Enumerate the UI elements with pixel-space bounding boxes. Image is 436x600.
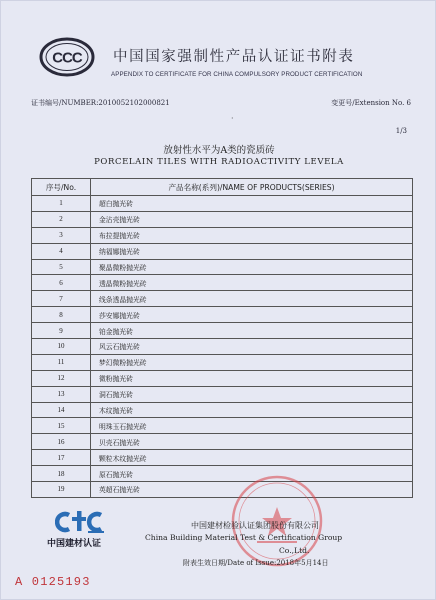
- table-body: [32, 196, 413, 498]
- table-header-row: [32, 179, 413, 196]
- table-row: [32, 291, 413, 307]
- row-number: 13: [32, 386, 91, 402]
- product-name: 风云石抛光砖: [91, 339, 413, 355]
- row-number: 2: [32, 211, 91, 227]
- product-name: 微粉抛光砖: [91, 370, 413, 386]
- table-row: [32, 370, 413, 386]
- issuer-name-cn: 中国建材检验认证集团股份有限公司: [191, 521, 319, 530]
- product-name: 洞石抛光砖: [91, 386, 413, 402]
- table-row: [32, 402, 413, 418]
- table-row: [32, 259, 413, 275]
- row-number: 7: [32, 291, 91, 307]
- row-number: 9: [32, 323, 91, 339]
- table-row: [32, 434, 413, 450]
- product-name: 透晶微粉抛光砖: [91, 275, 413, 291]
- product-name: 原石抛光砖: [91, 466, 413, 482]
- ctc-brand-label: 中国建材认证: [47, 539, 102, 549]
- issuer-name-en: China Building Material Test & Certification Group: [145, 533, 343, 542]
- products-table: [31, 178, 413, 498]
- row-number: 14: [32, 402, 91, 418]
- row-number: 12: [32, 370, 91, 386]
- table-row: [32, 196, 413, 212]
- ctc-logo-icon: [55, 509, 117, 535]
- product-name: 铂金抛光砖: [91, 323, 413, 339]
- table-row: [32, 243, 413, 259]
- table-row: [32, 418, 413, 434]
- center-mark: ·: [231, 114, 234, 123]
- row-number: 18: [32, 466, 91, 482]
- table-row: [32, 227, 413, 243]
- table-row: [32, 275, 413, 291]
- row-number: 1: [32, 196, 91, 212]
- product-name: 贝壳石抛光砖: [91, 434, 413, 450]
- svg-text:CCC: CCC: [52, 49, 82, 67]
- issuer-name-en-suffix: Co.,Ltd.: [279, 546, 310, 555]
- row-number: 11: [32, 354, 91, 370]
- row-number: 15: [32, 418, 91, 434]
- page-title-english: APPENDIX TO CERTIFICATE FOR CHINA COMPULSORY PRODUCT CERTIFICATION: [111, 71, 363, 78]
- table-row: [32, 211, 413, 227]
- row-number: 10: [32, 339, 91, 355]
- annex-effective-date: 附表生效日期/Date of Issue:2018年5月14日: [183, 559, 329, 567]
- row-number: 16: [32, 434, 91, 450]
- row-number: 6: [32, 275, 91, 291]
- table-row: [32, 466, 413, 482]
- ccc-logo-icon: [39, 37, 95, 77]
- row-number: 17: [32, 450, 91, 466]
- row-number: 3: [32, 227, 91, 243]
- table-row: [32, 339, 413, 355]
- product-name: 布拉提抛光砖: [91, 227, 413, 243]
- table-row: [32, 307, 413, 323]
- page-number: 1/3: [395, 127, 407, 135]
- product-name: 明珠玉石抛光砖: [91, 418, 413, 434]
- table-row: [32, 450, 413, 466]
- table-row: [32, 323, 413, 339]
- column-header-name: 产品名称(系列)/NAME OF PRODUCTS(SERIES): [91, 179, 413, 196]
- row-number: 8: [32, 307, 91, 323]
- product-name: 木纹抛光砖: [91, 402, 413, 418]
- extension-number: 变更号/Extension No. 6: [331, 99, 411, 107]
- table-row: [32, 386, 413, 402]
- table-row: [32, 482, 413, 498]
- product-name: 莎安娜抛光砖: [91, 307, 413, 323]
- column-header-no: 序号/No.: [32, 179, 91, 196]
- product-name: 颗粒木纹抛光砖: [91, 450, 413, 466]
- product-category-en: PORCELAIN TILES WITH RADIOACTIVITY LEVELA: [94, 157, 344, 167]
- product-name: 聚晶微粉抛光砖: [91, 259, 413, 275]
- row-number: 19: [32, 482, 91, 498]
- row-number: 4: [32, 243, 91, 259]
- product-name: 纳福娜抛光砖: [91, 243, 413, 259]
- certificate-number: 证书编号/NUMBER:2010052102000821: [31, 99, 170, 107]
- row-number: 5: [32, 259, 91, 275]
- serial-number: A 0125193: [15, 575, 91, 589]
- product-name: 金沾壳抛光砖: [91, 211, 413, 227]
- product-name: 超白抛光砖: [91, 196, 413, 212]
- product-name: 英超石抛光砖: [91, 482, 413, 498]
- table-row: [32, 354, 413, 370]
- page-title: 中国国家强制性产品认证证书附表: [113, 49, 355, 65]
- product-name: 线条透晶抛光砖: [91, 291, 413, 307]
- product-name: 梦幻微粉抛光砖: [91, 354, 413, 370]
- product-category-cn: 放射性水平为A类的瓷质砖: [163, 145, 275, 156]
